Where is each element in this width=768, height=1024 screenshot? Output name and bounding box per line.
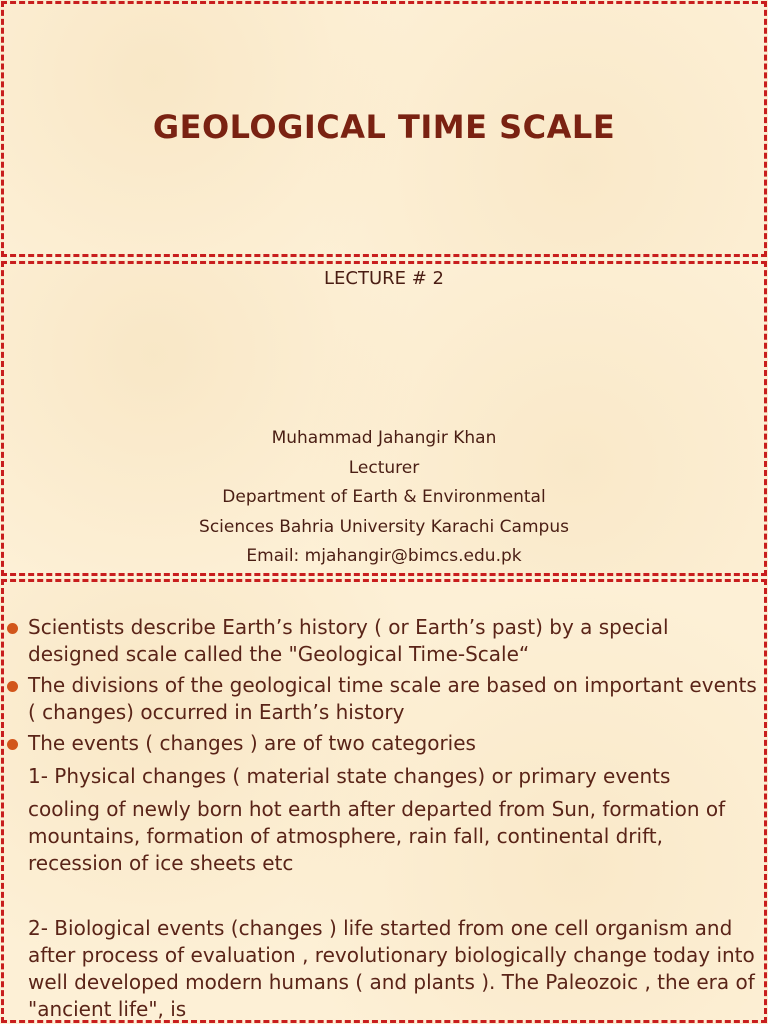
- author-slide: [0, 260, 768, 577]
- physical-changes-heading: 1- Physical changes ( material state changes) or primary events: [28, 764, 671, 788]
- bullet-dot-icon: [7, 623, 18, 634]
- author-institution: Sciences Bahria University Karachi Campus: [199, 516, 569, 537]
- bullet-dot-icon: [7, 739, 18, 750]
- content-slide: [0, 578, 768, 1024]
- bullet-item: [0, 672, 768, 726]
- content-body: [0, 614, 768, 1023]
- title-slide: [0, 0, 768, 258]
- author-title: Lecturer: [348, 457, 420, 478]
- author-email: Email: mjahangir@bimcs.edu.pk: [246, 546, 522, 566]
- biological-changes-text: 2- Biological events (changes ) life started from one cell organism and after process of evaluation , revolutionary biologically change today into well developed modern humans ( and plants ). The Paleozoic , the era of "ancient life", is: [28, 916, 755, 1021]
- bullet-text: The divisions of the geological time scale are based on important events ( changes) occurred in Earth’s history: [28, 673, 757, 724]
- author-name: Muhammad Jahangir Khan: [271, 428, 497, 448]
- physical-changes-text: cooling of newly born hot earth after departed from Sun, formation of mountains, formation of atmosphere, rain fall, continental drift, recession of ice sheets etc: [28, 797, 726, 875]
- bullet-item: [0, 730, 768, 757]
- bullet-text: The events ( changes ) are of two categories: [28, 731, 476, 755]
- author-department: Department of Earth & Environmental: [222, 487, 546, 507]
- bullet-text: Scientists describe Earth’s history ( or Earth’s past) by a special designed scale called the "Geological Time-Scale“: [28, 615, 669, 666]
- bullet-item: [0, 614, 768, 668]
- author-info: [0, 424, 768, 572]
- bullet-dot-icon: [7, 681, 18, 692]
- slide-title: GEOLOGICAL TIME SCALE: [152, 108, 616, 146]
- lecture-number: LECTURE # 2: [324, 268, 444, 289]
